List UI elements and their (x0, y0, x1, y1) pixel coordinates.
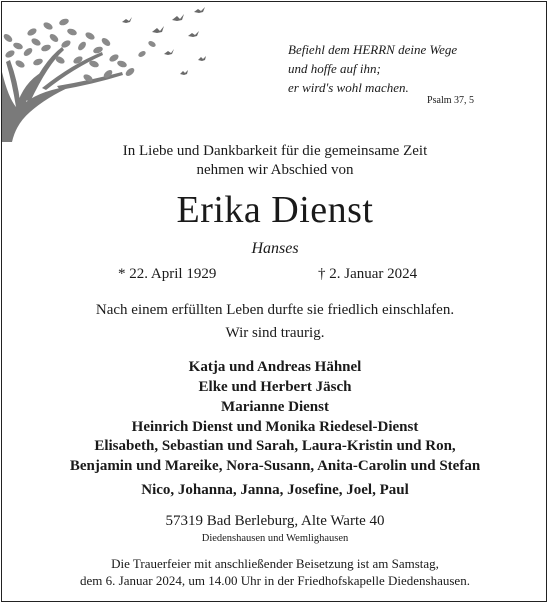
family-member: Katja und Andreas Hähnel (188, 359, 362, 375)
tree-with-birds-illustration (2, 2, 212, 142)
intro-line: In Liebe und Dankbarkeit für die gemeinsame Zeit (122, 143, 428, 159)
service-line: dem 6. Januar 2024, um 14.00 Uhr in der Friedhofskapelle Diedenshausen. (80, 573, 470, 588)
maiden-name: Hanses (251, 240, 299, 257)
grandchildren-line: Elisabeth, Sebastian und Sarah, Laura-Kristin und Ron, (94, 438, 456, 454)
psalm-reference: Psalm 37, 5 (427, 95, 474, 106)
intro-line: nehmen wir Abschied von (196, 162, 354, 178)
psalm-line: er wird's wohl machen. (288, 80, 409, 95)
family-member: Heinrich Dienst und Monika Riedesel-Dienst (131, 419, 419, 435)
address: 57319 Bad Berleburg, Alte Warte 40 (165, 513, 385, 529)
grandchildren-list (0, 436, 550, 476)
birth-date: * 22. April 1929 (118, 266, 217, 282)
intro-text (0, 142, 550, 180)
message-line: Wir sind traurig. (225, 325, 325, 341)
places: Diedenshausen und Wemlighausen (201, 533, 349, 544)
psalm-line: und hoffe auf ihn; (288, 61, 381, 76)
deceased-name: Erika Dienst (176, 189, 374, 231)
death-date: † 2. Januar 2024 (318, 266, 418, 282)
psalm-line: Befiehl dem HERRN deine Wege (288, 42, 458, 57)
service-line: Die Trauerfeier mit anschließender Beisetzung ist am Samstag, (111, 556, 439, 571)
message-line: Nach einem erfüllten Leben durfte sie friedlich einschlafen. (95, 302, 455, 318)
psalm-quote (288, 40, 508, 97)
service-info (0, 555, 550, 589)
family-member: Marianne Dienst (221, 399, 329, 415)
grandchildren-line: Benjamin und Mareike, Nora-Susann, Anita-Carolin und Stefan (69, 458, 481, 474)
children-list (0, 357, 550, 437)
family-member: Elke und Herbert Jäsch (198, 379, 352, 395)
great-grandchildren-list: Nico, Johanna, Janna, Josefine, Joel, Paul (141, 482, 409, 498)
